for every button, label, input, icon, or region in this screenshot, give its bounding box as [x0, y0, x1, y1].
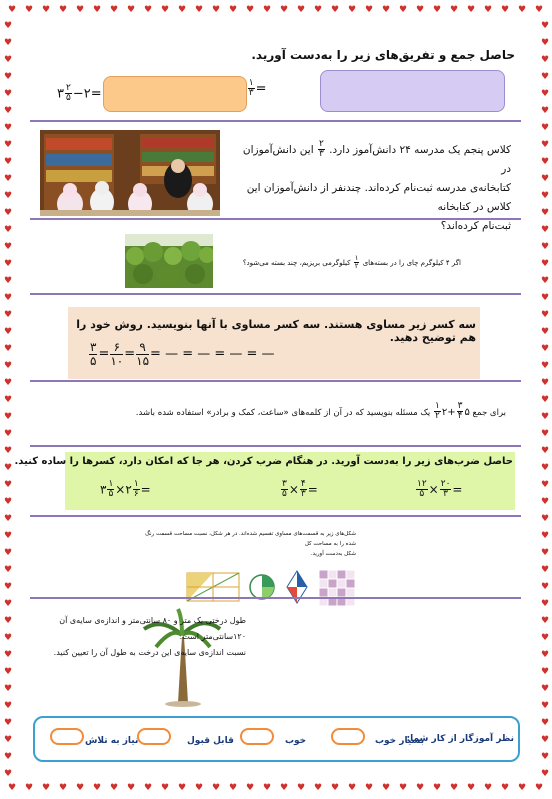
heart-icon: ♥ [314, 783, 323, 793]
q8-text: طول درختی یک متر و ۸۰ سانتی‌متر و اندازه‌ی سایه‌ی آن ۱۲۰سانتی‌متر است. نسبت اندازه‌ی سایه‌ی این درخت به طول آن را تعیین کنید. [53, 616, 246, 657]
heart-icon: ♥ [4, 259, 13, 269]
heart-icon: ♥ [4, 582, 13, 592]
heart-icon: ♥ [178, 783, 187, 793]
heart-icon: ♥ [59, 783, 68, 793]
heart-icon: ♥ [4, 616, 13, 626]
grid-cell [337, 588, 346, 597]
heart-icon: ♥ [541, 123, 550, 133]
heart-icon: ♥ [541, 38, 550, 48]
heart-icon: ♥ [4, 378, 13, 388]
heart-icon: ♥ [541, 769, 550, 779]
heart-icon: ♥ [4, 55, 13, 65]
option-good-label: خوب [285, 736, 307, 746]
q6-expr-1: $\frac{۱۲}{۵}$ × $\frac{۲۰}{۳}$ = [417, 479, 463, 500]
q7-text: شکل‌های زیر به قسمت‌های مساوی تقسیم شده‌اند. در هر شکل، نسبت مساحت قسمت رنگ شده را به مساحت کل شکل به‌دست آورید. [145, 531, 356, 557]
heart-icon: ♥ [4, 174, 13, 184]
heart-icon: ♥ [541, 259, 550, 269]
heart-icon: ♥ [467, 783, 476, 793]
section-2 [30, 120, 521, 232]
heart-icon: ♥ [161, 783, 170, 793]
heart-icon: ♥ [76, 5, 85, 15]
heart-icon: ♥ [8, 783, 17, 793]
heart-icon: ♥ [212, 783, 221, 793]
heart-icon: ♥ [484, 783, 493, 793]
grid-cell [337, 579, 346, 588]
heart-icon: ♥ [541, 310, 550, 320]
grid-cell [346, 570, 355, 579]
heart-icon: ♥ [110, 5, 119, 15]
q6-expr-3: ۳ $\frac{۱}{۵}$ ×۲ $\frac{۱}{۶}$ = [100, 479, 151, 500]
heart-icon: ♥ [416, 783, 425, 793]
tea-field-photo [125, 234, 213, 288]
heart-icon: ♥ [4, 361, 13, 371]
heart-icon: ♥ [229, 5, 238, 15]
heart-icon: ♥ [541, 514, 550, 524]
heart-icon: ♥ [541, 55, 550, 65]
heart-icon: ♥ [4, 140, 13, 150]
heart-icon: ♥ [331, 5, 340, 15]
heart-icon: ♥ [4, 89, 13, 99]
heart-icon: ♥ [348, 5, 357, 15]
heart-icon: ♥ [4, 38, 13, 48]
option-acceptable-circle[interactable] [137, 728, 171, 745]
heart-icon: ♥ [314, 5, 323, 15]
heart-icon: ♥ [195, 783, 204, 793]
heart-icon: ♥ [4, 225, 13, 235]
heart-icon: ♥ [246, 5, 255, 15]
heart-icon: ♥ [518, 783, 527, 793]
heart-icon: ♥ [178, 5, 187, 15]
heart-icon: ♥ [4, 480, 13, 490]
option-needs-effort-circle[interactable] [50, 728, 84, 745]
heart-icon: ♥ [541, 89, 550, 99]
section-3 [30, 218, 521, 295]
answer-box-left[interactable] [103, 76, 247, 112]
heart-icon: ♥ [541, 21, 550, 31]
q5-text: برای جمع ۵ $\frac{۳}{۴}$ +۲ $\frac{۱}{۲}$ یک مسئله بنویسید که در آن از کلمه‌های «ساعت، کمک و برادر» استفاده شده باشد. [135, 401, 506, 422]
grid-cell [337, 570, 346, 579]
heart-icon: ♥ [541, 140, 550, 150]
heart-icon: ♥ [4, 412, 13, 422]
heart-icon: ♥ [541, 361, 550, 371]
heart-icon: ♥ [382, 783, 391, 793]
q2-text: کلاس پنجم یک مدرسه ۲۴ دانش‌آموز دارد. $\frac{۲}{۳}$ این دانش‌آموزان در کتابخانه‌ی مدرسه ثبت‌نام کرده‌اند. چندنفر از دانش‌آموزان این کلاس در کتابخانه ثبت‌نام کرده‌اند؟ [242, 139, 511, 232]
heart-icon: ♥ [433, 783, 442, 793]
heart-icon: ♥ [541, 531, 550, 541]
heart-icon: ♥ [541, 174, 550, 184]
q4-panel [68, 307, 480, 379]
heart-icon: ♥ [382, 5, 391, 15]
heart-icon: ♥ [541, 106, 550, 116]
heart-icon: ♥ [4, 565, 13, 575]
heart-icon: ♥ [4, 684, 13, 694]
heart-icon: ♥ [541, 157, 550, 167]
heart-icon: ♥ [297, 783, 306, 793]
heart-icon: ♥ [541, 208, 550, 218]
heart-icon: ♥ [76, 783, 85, 793]
grid-cell [319, 579, 328, 588]
heart-icon: ♥ [541, 480, 550, 490]
heart-icon: ♥ [501, 5, 510, 15]
heart-icon: ♥ [4, 701, 13, 711]
grid-cell [346, 579, 355, 588]
heart-icon: ♥ [365, 5, 374, 15]
heart-icon: ♥ [4, 718, 13, 728]
heart-icon: ♥ [541, 327, 550, 337]
heart-icon: ♥ [263, 783, 272, 793]
heart-icon: ♥ [4, 157, 13, 167]
heart-icon: ♥ [246, 783, 255, 793]
circle-shape [250, 575, 274, 599]
heart-icon: ♥ [4, 531, 13, 541]
q4-instruction: سه کسر زیر مساوی هستند. سه کسر مساوی با آنها بنویسید. روش خود را هم توضیح دهید. [76, 318, 476, 344]
heart-icon: ♥ [4, 106, 13, 116]
section-8 [30, 597, 521, 711]
heart-icon: ♥ [212, 5, 221, 15]
heart-icon: ♥ [416, 5, 425, 15]
heart-icon: ♥ [541, 463, 550, 473]
heart-icon: ♥ [541, 548, 550, 558]
option-very-good-circle[interactable] [331, 728, 365, 745]
teacher-feedback-panel [33, 716, 520, 762]
q1-instruction: حاصل جمع و تفریق‌های زیر را به‌دست آورید. [251, 48, 515, 62]
option-acceptable-label: قابل قبول [187, 736, 234, 746]
heart-icon: ♥ [541, 684, 550, 694]
heart-icon: ♥ [541, 752, 550, 762]
heart-icon: ♥ [399, 5, 408, 15]
heart-icon: ♥ [541, 650, 550, 660]
heart-icon: ♥ [541, 497, 550, 507]
heart-icon: ♥ [42, 5, 51, 15]
q6-expr-2: $\frac{۳}{۵}$ × $\frac{۴}{۳}$ = [282, 479, 318, 500]
section-7 [30, 515, 521, 599]
heart-icon: ♥ [4, 123, 13, 133]
library-photo [40, 130, 220, 216]
heart-icon: ♥ [541, 378, 550, 388]
heart-icon: ♥ [541, 225, 550, 235]
heart-icon: ♥ [4, 72, 13, 82]
heart-icon: ♥ [541, 293, 550, 303]
heart-icon: ♥ [4, 395, 13, 405]
grid-cell [328, 579, 337, 588]
heart-icon: ♥ [541, 412, 550, 422]
heart-icon: ♥ [541, 395, 550, 405]
heart-icon: ♥ [4, 208, 13, 218]
heart-icon: ♥ [541, 276, 550, 286]
heart-icon: ♥ [229, 783, 238, 793]
heart-icon: ♥ [484, 5, 493, 15]
heart-icon: ♥ [25, 783, 34, 793]
heart-icon: ♥ [127, 5, 136, 15]
grid-cell [319, 570, 328, 579]
q6-instruction: حاصل ضرب‌های زیر را به‌دست آورید. در هنگام ضرب کردن، هر جا که امکان دارد، کسرها را ساده کنید. [14, 456, 513, 467]
q1-expression-left: ۳ $\frac{۲}{۵}$ −۲= [57, 83, 102, 104]
q1-expression-right: $\frac{۱}{۳}$ = [213, 79, 266, 99]
heart-icon: ♥ [25, 5, 34, 15]
heart-icon: ♥ [297, 5, 306, 15]
heart-icon: ♥ [541, 242, 550, 252]
heart-icon: ♥ [365, 783, 374, 793]
heart-icon: ♥ [541, 718, 550, 728]
heart-icon: ♥ [93, 783, 102, 793]
section-4 [30, 293, 521, 382]
heart-icon: ♥ [4, 242, 13, 252]
heart-icon: ♥ [4, 548, 13, 558]
option-good-circle[interactable] [240, 728, 274, 745]
heart-icon: ♥ [4, 446, 13, 456]
section-5 [30, 380, 521, 447]
grid-cell [328, 570, 337, 579]
heart-icon: ♥ [93, 5, 102, 15]
heart-icon: ♥ [4, 276, 13, 286]
heart-icon: ♥ [541, 616, 550, 626]
heart-icon: ♥ [4, 191, 13, 201]
heart-icon: ♥ [4, 667, 13, 677]
heart-icon: ♥ [4, 650, 13, 660]
heart-icon: ♥ [127, 783, 136, 793]
heart-icon: ♥ [4, 429, 13, 439]
heart-icon: ♥ [144, 783, 153, 793]
option-very-good-label: بسیار خوب [375, 736, 425, 746]
grid-cell [346, 588, 355, 597]
heart-icon: ♥ [399, 783, 408, 793]
heart-icon: ♥ [144, 5, 153, 15]
heart-icon: ♥ [450, 783, 459, 793]
heart-icon: ♥ [4, 293, 13, 303]
heart-icon: ♥ [4, 310, 13, 320]
heart-icon: ♥ [541, 582, 550, 592]
heart-icon: ♥ [467, 5, 476, 15]
heart-icon: ♥ [541, 701, 550, 711]
heart-icon: ♥ [42, 783, 51, 793]
heart-icon: ♥ [4, 344, 13, 354]
q4-fractions: $\frac{۳}{۵}$ = $\frac{۶}{۱۰}$ = $\frac{۹}{۱۵}$ = — = — = — = — [90, 340, 275, 368]
heart-icon: ♥ [4, 514, 13, 524]
heart-icon: ♥ [541, 344, 550, 354]
q3-text: اگر ۴ کیلوگرم چای را در بسته‌های $\frac{۱}{۲}$ کیلوگرمی بریزیم، چند بسته می‌شود؟ [242, 254, 461, 271]
heart-icon: ♥ [4, 497, 13, 507]
heart-icon: ♥ [541, 446, 550, 456]
heart-icon: ♥ [280, 783, 289, 793]
heart-icon: ♥ [541, 599, 550, 609]
heart-icon: ♥ [535, 5, 544, 15]
section-1 [30, 36, 521, 120]
heart-icon: ♥ [501, 783, 510, 793]
heart-icon: ♥ [4, 735, 13, 745]
heart-icon: ♥ [541, 429, 550, 439]
heart-icon: ♥ [541, 72, 550, 82]
heart-icon: ♥ [280, 5, 289, 15]
heart-icon: ♥ [541, 735, 550, 745]
heart-icon: ♥ [518, 5, 527, 15]
heart-icon: ♥ [541, 633, 550, 643]
section-6 [14, 445, 521, 517]
heart-icon: ♥ [4, 21, 13, 31]
option-needs-effort-label: نیاز به تلاش [85, 736, 139, 746]
heart-icon: ♥ [4, 327, 13, 337]
heart-icon: ♥ [433, 5, 442, 15]
heart-icon: ♥ [541, 191, 550, 201]
heart-icon: ♥ [4, 752, 13, 762]
answer-box-right[interactable] [320, 70, 505, 112]
heart-icon: ♥ [8, 5, 17, 15]
feedback-label: نظر آموزگار از کار شما: [406, 734, 514, 744]
heart-icon: ♥ [110, 783, 119, 793]
heart-icon: ♥ [348, 783, 357, 793]
q6-panel [14, 452, 515, 510]
heart-icon: ♥ [535, 783, 544, 793]
heart-icon: ♥ [59, 5, 68, 15]
heart-icon: ♥ [161, 5, 170, 15]
heart-icon: ♥ [4, 633, 13, 643]
heart-icon: ♥ [541, 667, 550, 677]
heart-icon: ♥ [4, 599, 13, 609]
heart-icon: ♥ [331, 783, 340, 793]
heart-icon: ♥ [195, 5, 204, 15]
grid-cell [319, 588, 328, 597]
heart-icon: ♥ [4, 769, 13, 779]
heart-icon: ♥ [4, 463, 13, 473]
heart-icon: ♥ [450, 5, 459, 15]
heart-icon: ♥ [263, 5, 272, 15]
grid-cell [328, 588, 337, 597]
heart-icon: ♥ [541, 565, 550, 575]
